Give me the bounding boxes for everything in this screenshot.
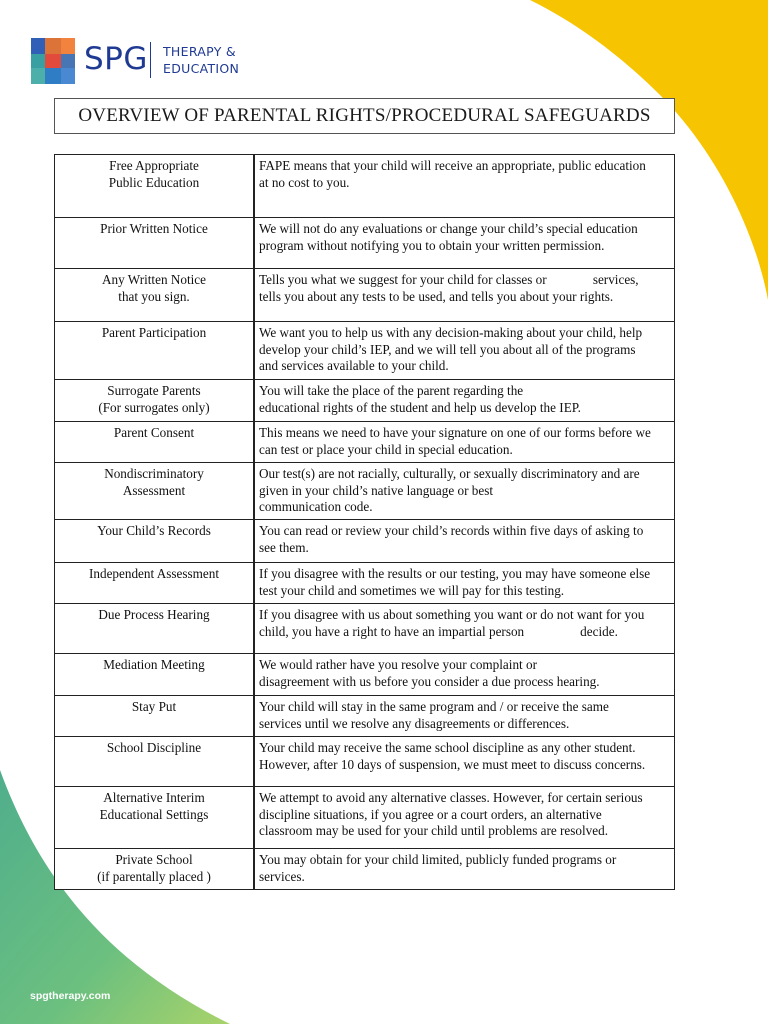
right-term-line: Any Written Notice [102,272,206,287]
right-term-line: School Discipline [106,740,202,755]
right-description-line: We would rather have you resolve your complaint or [259,657,537,672]
right-description-line: We want you to help us with any decision-making about your child, help [259,325,643,340]
right-description-line: You may obtain for your child limited, publicly funded programs or [259,852,617,867]
right-term-line: (if parentally placed ) [97,868,211,884]
right-description-cell [254,737,675,787]
right-term-cell [55,520,255,563]
right-description-line: We attempt to avoid any alternative classes. However, for certain serious [259,790,643,805]
right-description-cell [254,654,675,696]
right-term-line: (For surrogates only) [98,399,210,415]
table-row [55,787,675,849]
table-row [55,322,675,380]
page-title-box [54,98,675,134]
right-description-cell [254,218,675,269]
right-term-line: Free Appropriate [109,158,199,173]
right-description-line: Our test(s) are not racially, culturally, or sexually discriminatory and are [259,466,640,481]
table-row [55,654,675,696]
right-term-line: that you sign. [118,288,190,304]
logo-tagline [163,43,239,77]
right-description-cell [254,463,675,520]
right-term-line: Mediation Meeting [103,657,205,672]
right-term-line: Surrogate Parents [107,383,201,398]
right-description-line: at no cost to you. [259,174,350,190]
right-description-line: FAPE means that your child will receive an appropriate, public education [259,158,646,173]
right-term-line: Public Education [108,174,200,190]
right-description-line: If you disagree with the results or our testing, you may have someone else [259,566,651,581]
right-term-line: Alternative Interim [103,790,205,805]
right-description-cell [254,563,675,604]
right-term-line: Assessment [122,482,186,498]
table-row [55,380,675,422]
page-title: OVERVIEW OF PARENTAL RIGHTS/PROCEDURAL SAFEGUARDS [78,105,651,126]
right-description-line: given in your child’s native language or best [259,482,494,498]
logo-mark-icon [29,36,77,86]
right-description-line: Your child will stay in the same program and / or receive the same [259,699,609,714]
right-description-line: develop your child’s IEP, and we will tell you about all of the programs [259,341,636,357]
table-row [55,463,675,520]
table-row [55,155,675,218]
table-row [55,604,675,654]
right-term-cell [55,380,255,422]
right-description-line: child, you have a right to have an impartial person decide. [259,623,618,639]
rights-table-body [55,155,675,890]
right-description-cell [254,322,675,380]
right-description-cell [254,155,675,218]
right-description-cell [254,520,675,563]
company-logo [29,36,259,90]
table-row [55,422,675,463]
right-term-line: Parent Participation [101,325,207,340]
table-row [55,737,675,787]
table-row [55,218,675,269]
rights-table [54,154,675,890]
right-term-line: Parent Consent [113,425,195,440]
right-term-line: Your Child’s Records [97,523,211,538]
right-term-cell [55,849,255,890]
table-row [55,520,675,563]
right-term-line: Independent Assessment [88,566,220,581]
right-description-line: communication code. [259,499,373,514]
right-description-cell [254,380,675,422]
right-description-cell [254,604,675,654]
right-description-line: services. [259,868,305,884]
right-term-cell [55,218,255,269]
right-description-line: tells you about any tests to be used, and tells you about your rights. [259,288,614,304]
right-description-line: and services available to your child. [259,358,449,373]
logo-tagline-line1: THERAPY & [163,44,236,59]
right-description-cell [254,269,675,322]
right-description-line: services until we resolve any disagreements or differences. [259,715,570,731]
right-description-line: If you disagree with us about something you want or do not want for you [259,607,645,622]
right-description-cell [254,787,675,849]
table-row [55,849,675,890]
logo-divider [150,42,151,78]
right-description-cell [254,849,675,890]
right-term-cell [55,696,255,737]
right-description-line: You will take the place of the parent regarding the [259,383,524,398]
table-row [55,563,675,604]
right-description-line: classroom may be used for your child until problems are resolved. [259,823,609,838]
table-row [55,269,675,322]
table-row [55,696,675,737]
logo-tagline-line2: EDUCATION [163,61,240,76]
right-term-cell [55,604,255,654]
right-term-cell [55,463,255,520]
right-description-line: However, after 10 days of suspension, we must meet to discuss concerns. [259,756,646,772]
right-description-line: program without notifying you to obtain your written permission. [259,237,605,253]
right-description-line: test your child and sometimes we will pay for this testing. [259,582,565,598]
right-term-cell [55,737,255,787]
right-term-line: Stay Put [131,699,177,714]
right-term-cell [55,422,255,463]
right-term-line: Due Process Hearing [98,607,210,622]
right-term-line: Private School [115,852,193,867]
right-term-cell [55,155,255,218]
right-term-cell [55,563,255,604]
right-description-line: see them. [259,539,309,555]
right-description-line: Your child may receive the same school discipline as any other student. [259,740,636,755]
right-term-line: Educational Settings [99,806,209,822]
logo-brand-text: SPG [84,41,148,77]
right-term-cell [55,654,255,696]
right-description-cell [254,696,675,737]
right-description-cell [254,422,675,463]
right-description-line: Tells you what we suggest for your child for classes or services, [259,272,639,287]
right-term-cell [55,787,255,849]
right-description-line: educational rights of the student and help us develop the IEP. [259,399,581,415]
right-description-line: disagreement with us before you consider a due process hearing. [259,673,600,689]
right-description-line: This means we need to have your signature on one of our forms before we [259,425,651,440]
right-term-line: Prior Written Notice [100,221,208,236]
right-term-line: Nondiscriminatory [104,466,204,481]
right-term-cell [55,322,255,380]
right-description-line: discipline situations, if you agree or a court orders, an alternative [259,806,602,822]
right-term-cell [55,269,255,322]
right-description-line: We will not do any evaluations or change your child’s special education [259,221,638,236]
right-description-line: can test or place your child in special education. [259,441,513,457]
footer-url: spgtherapy.com [30,990,111,1002]
right-description-line: You can read or review your child’s records within five days of asking to [259,523,644,538]
